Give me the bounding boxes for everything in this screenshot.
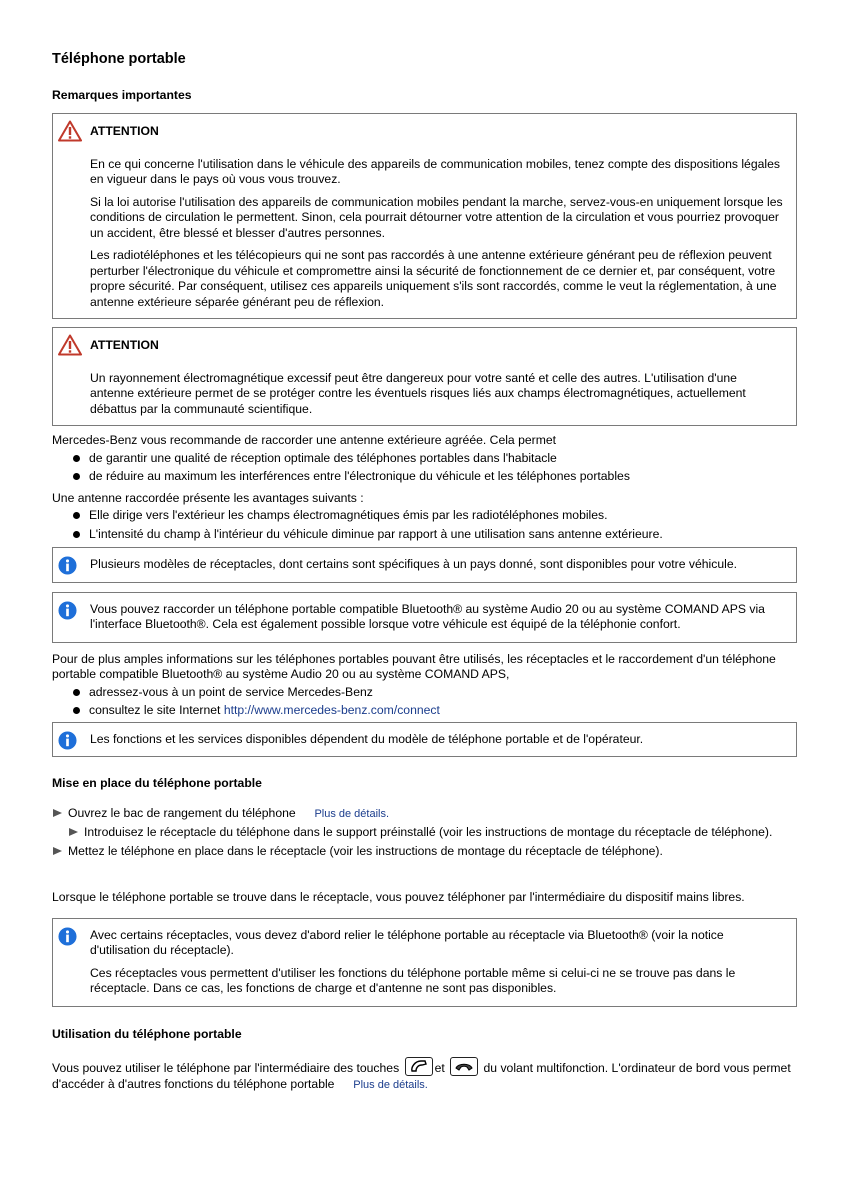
paragraph: Vous pouvez utiliser le téléphone par l'intermédiaire des touches et du volant multifonction. L'ordinateur de bord vous permet d'accéder à d'autres fonctions du téléphone portable Plus de détails.: [52, 1057, 797, 1093]
step-item-sub: Introduisez le réceptacle du téléphone dans le support préinstallé (voir les instructions de montage du réceptacle de téléphone).: [68, 825, 797, 841]
bullet-list: [52, 685, 797, 719]
step-item: Ouvrez le bac de rangement du téléphone Plus de détails.: [52, 806, 797, 823]
paragraph-text: du volant multifonction. L'ordinateur de bord vous permet d'accéder à d'autres fonctions du téléphone portable: [52, 1061, 791, 1091]
info-icon: [58, 927, 77, 946]
info-text: Plusieurs modèles de réceptacles, dont certains sont spécifiques à un pays donné, sont disponibles pour votre véhicule.: [90, 557, 737, 571]
warning-box-2: [52, 327, 797, 426]
info-text: Avec certains réceptacles, vous devez d'abord relier le téléphone portable au réceptacle via Bluetooth® (voir la notice d'utilisation du réceptacle).: [90, 927, 724, 957]
section-heading-mise-en-place: Mise en place du téléphone portable: [52, 776, 262, 790]
paragraph-text: et: [434, 1061, 445, 1075]
warning-triangle-icon: [58, 120, 82, 142]
step-item: Mettez le téléphone en place dans le réceptacle (voir les instructions de montage du réceptacle de téléphone).: [52, 844, 797, 860]
info-box-2: [52, 592, 797, 643]
phone-pickup-key[interactable]: [405, 1057, 433, 1076]
info-icon: [58, 556, 77, 575]
step-text: Ouvrez le bac de rangement du téléphone: [68, 805, 296, 820]
phone-pickup-icon: [409, 1059, 429, 1073]
list-item: L'intensité du champ à l'intérieur du véhicule diminue par rapport à une utilisation sans antenne extérieure.: [89, 527, 797, 543]
info-text: Vous pouvez raccorder un téléphone portable compatible Bluetooth® au système Audio 20 ou au système COMAND APS via l'interface Bluetooth®. Cela est également possible lorsque votre véhicule est équipé de la téléphonie confort.: [90, 601, 765, 631]
info-box-1: [52, 547, 797, 583]
warning-box-1: [52, 113, 797, 319]
intro-text: Une antenne raccordée présente les avantages suivants :: [52, 490, 364, 505]
phone-hangup-icon: [454, 1059, 474, 1073]
connect-website-link[interactable]: http://www.mercedes-benz.com/connect: [223, 703, 440, 717]
bullet-list: [52, 508, 797, 542]
warning-paragraph: En ce qui concerne l'utilisation dans le véhicule des appareils de communication mobiles, tenez compte des dispositions légales en vigueur dans le pays où vous vous trouvez.: [90, 156, 780, 186]
phone-hangup-key[interactable]: [450, 1057, 478, 1076]
details-link[interactable]: Plus de détails: [353, 1078, 425, 1091]
warning-paragraph: Si la loi autorise l'utilisation des appareils de communication mobiles pendant la marche, servez-vous-en uniquement lorsque les conditions de circulation le permettent. Sinon, cela pourrait détourner votre attention de la circulation et vous pourriez provoquer un accident, être blessé et blesser d'autres personnes.: [90, 194, 783, 240]
page-title: Téléphone portable: [52, 51, 186, 67]
paragraph-text: Vous pouvez utiliser le téléphone par l'intermédiaire des touches: [52, 1061, 400, 1075]
list-item: adressez-vous à un point de service Mercedes-Benz: [89, 685, 797, 701]
section-heading-remarques: Remarques importantes: [52, 87, 192, 102]
info-icon: [58, 731, 77, 750]
warning-triangle-icon: [58, 334, 82, 356]
list-item: [89, 703, 797, 719]
bullet-list: [52, 451, 797, 485]
warning-paragraph: Un rayonnement électromagnétique excessif peut être dangereux pour votre santé et celle des autres. L'utilisation d'une antenne extérieure permet de se protéger contre les éventuels risques liés aux champs électromagnétiques, actuellement débattus par la communauté scientifique.: [90, 370, 746, 416]
info-text: Ces réceptacles vous permettent d'utiliser les fonctions du téléphone portable même si celui-ci ne se trouve pas dans le réceptacle. Dans ce cas, les fonctions de charge et d'antenne ne sont pas disponibles.: [90, 965, 736, 995]
list-item-text: consultez le site Internet: [89, 703, 224, 717]
info-box-3: [52, 722, 797, 758]
info-box-4: [52, 918, 797, 1007]
list-item: de garantir une qualité de réception optimale des téléphones portables dans l'habitacle: [89, 451, 797, 467]
section-heading-utilisation: Utilisation du téléphone portable: [52, 1026, 242, 1041]
warning-label: ATTENTION: [90, 338, 159, 352]
list-item: de réduire au maximum les interférences entre l'électronique du véhicule et les téléphones portables: [89, 469, 797, 485]
paragraph: Lorsque le téléphone portable se trouve dans le réceptacle, vous pouvez téléphoner par l'intermédiaire du dispositif mains libres.: [52, 890, 745, 904]
info-icon: [58, 601, 77, 620]
document-page: [52, 52, 797, 1093]
intro-text: Mercedes-Benz vous recommande de raccorder une antenne extérieure agréée. Cela permet: [52, 433, 557, 447]
intro-text: Pour de plus amples informations sur les téléphones portables pouvant être utilisés, les réceptacles et le raccordement d'un téléphone portable compatible Bluetooth® au système Audio 20 ou au système COMAND APS,: [52, 651, 776, 681]
warning-paragraph: Les radiotéléphones et les télécopieurs qui ne sont pas raccordés à une antenne extérieure générant peu de réflexion peuvent perturber l'électronique du véhicule et compromettre ainsi la sécurité de fonctionnement de ce dernier et, par conséquent, votre propre sécurité. Par conséquent, utilisez ces appareils uniquement s'ils sont raccordés, comme le veut la réglementation, à une antenne extérieure séparée générant peu de réflexion.: [90, 248, 777, 309]
details-link[interactable]: Plus de détails: [314, 807, 386, 820]
warning-label: ATTENTION: [90, 124, 159, 138]
list-item: Elle dirige vers l'extérieur les champs électromagnétiques émis par les radiotéléphones mobiles.: [89, 508, 797, 524]
info-text: Les fonctions et les services disponibles dépendent du modèle de téléphone portable et de l'opérateur.: [90, 731, 644, 746]
